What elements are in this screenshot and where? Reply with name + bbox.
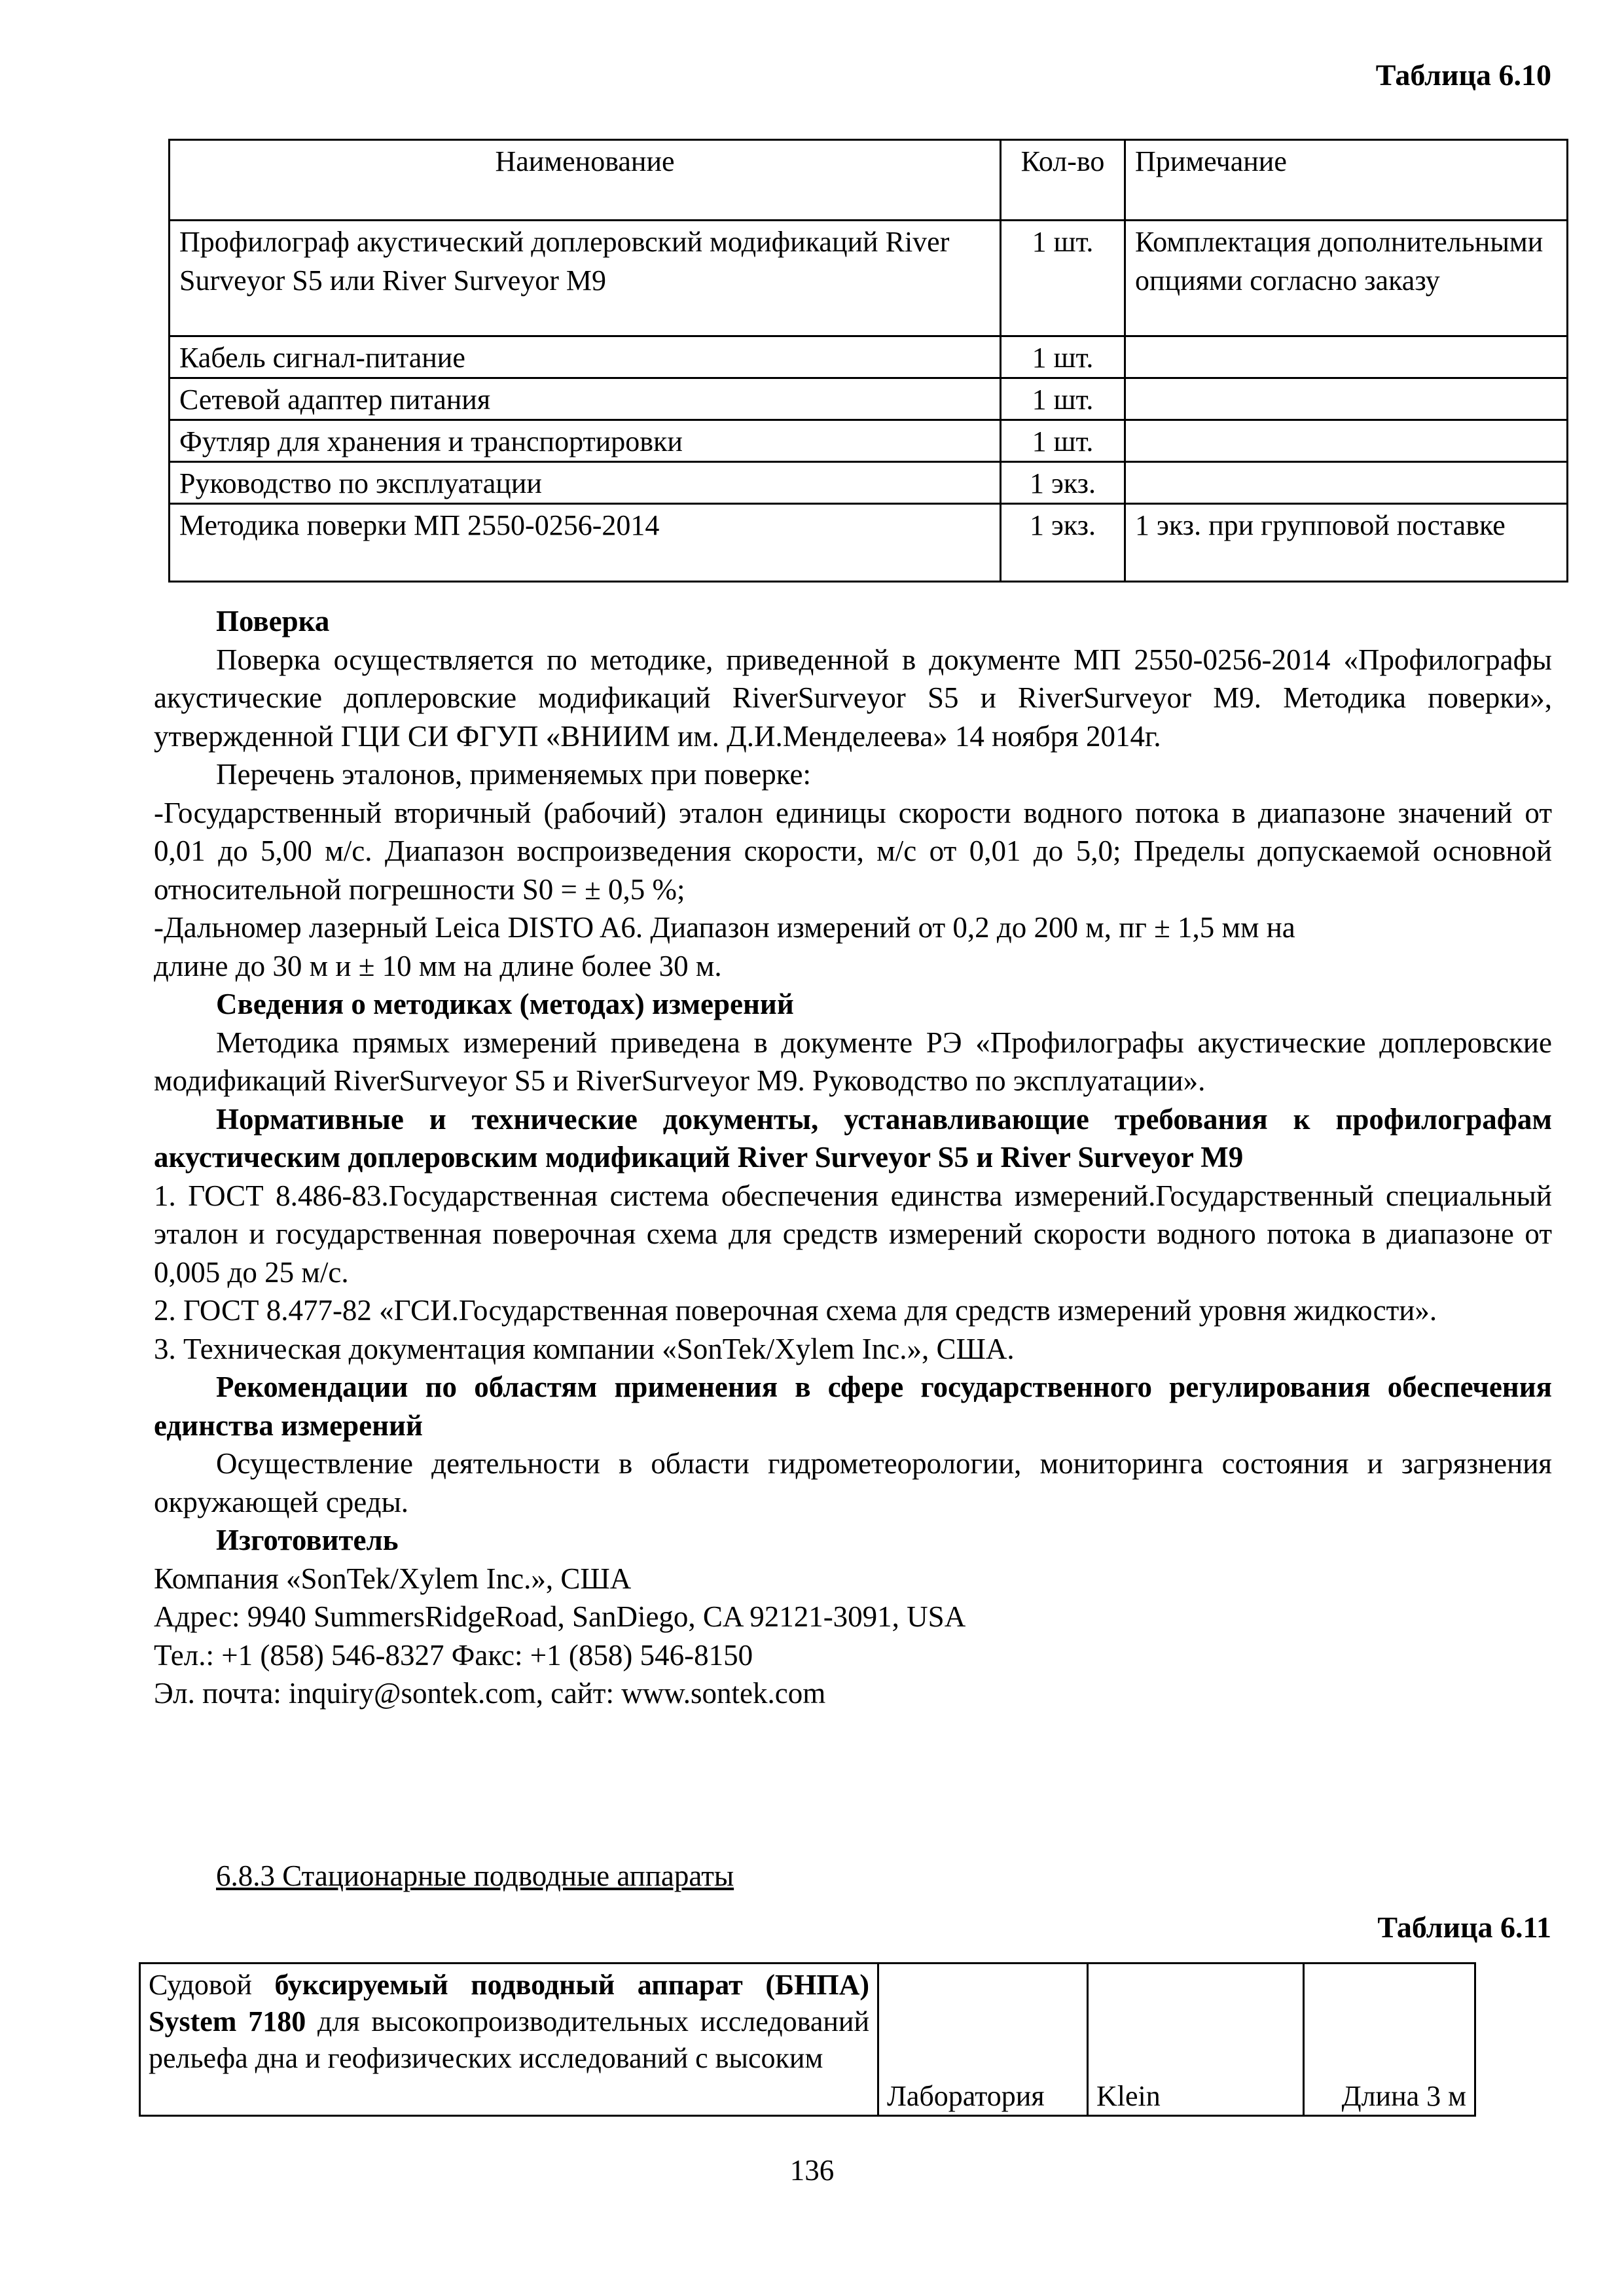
cell-name: Методика поверки МП 2550-0256-2014 [170,504,1001,582]
table-row [140,1964,1475,2116]
table-row [170,378,1568,420]
header-note: Примечание [1125,140,1568,221]
description-text-end: для высокопроизводительных исследований рельефа дна и геофизических исследований с высоким [149,2005,869,2074]
table-row [170,504,1568,582]
table-header-row [170,140,1568,221]
document-body [154,602,1552,1713]
manufacturer-phone: Тел.: +1 (858) 546-8327 Факс: +1 (858) 546-8150 [154,1638,753,1672]
cell-note [1125,378,1568,420]
verification-text: Поверка осуществляется по методике, приведенной в документе МП 2550-0256-2014 «Профилографы акустические доплеровские модификаций RiverSurveyor S5 и RiverSurveyor M9. Методика поверки», утвержденной ГЦИ СИ ФГУП «ВНИИМ им. Д.И.Менделеева» 14 ноября 2014г. [154,643,1552,753]
underwater-vehicles-table [139,1962,1476,2117]
cell-type: Лаборатория [878,1964,1088,2116]
cell-quantity: 1 экз. [1001,462,1125,504]
header-name: Наименование [170,140,1001,221]
cell-note [1125,420,1568,462]
cell-note [1125,336,1568,378]
table-row [170,420,1568,462]
standard-item-2 [154,908,1552,985]
standards-intro: Перечень эталонов, применяемых при поверке: [216,758,811,791]
normative-item-2: 2. ГОСТ 8.477-82 «ГСИ.Государственная поверочная схема для средств измерений уровня жидкости». [154,1294,1437,1327]
cell-note [1125,462,1568,504]
manufacturer-company: Компания «SonTek/Xylem Inc.», США [154,1562,632,1595]
cell-manufacturer: Klein [1088,1964,1304,2116]
cell-name: Профилограф акустический доплеровский модификаций River Surveyor S5 или River Surveyor M9 [170,221,1001,336]
methods-text: Методика прямых измерений приведена в документе РЭ «Профилографы акустические доплеровские модификаций RiverSurveyor S5 и RiverSurveyor M9. Руководство по эксплуатации». [154,1026,1552,1097]
cell-note: Комплектация дополнительными опциями согласно заказу [1125,221,1568,336]
normative-item-1: 1. ГОСТ 8.486-83.Государственная система обеспечения единства измерений.Государственный специальный эталон и государственная поверочная схема для средств измерений скорости водного потока в диапазоне от 0,005 до 25 м/с. [154,1179,1552,1289]
table-row [170,336,1568,378]
recommendations-heading: Рекомендации по областям применения в сфере государственного регулирования обеспечения единства измерений [154,1371,1552,1442]
manufacturer-heading: Изготовитель [216,1524,399,1556]
normative-item-3: 3. Техническая документация компании «SonTek/Xylem Inc.», США. [154,1332,1015,1365]
cell-name: Футляр для хранения и транспортировки [170,420,1001,462]
manufacturer-address: Адрес: 9940 SummersRidgeRoad, SanDiego, CA 92121-3091, USA [154,1600,966,1633]
cell-name: Сетевой адаптер питания [170,378,1001,420]
normative-heading: Нормативные и технические документы, устанавливающие требования к профилографам акустическим доплеровским модификаций River Surveyor S5 и River Surveyor M9 [154,1102,1552,1174]
table-row [170,462,1568,504]
table-6-11-caption: Таблица 6.11 [1377,1910,1551,1944]
cell-dimensions: Длина 3 м [1304,1964,1475,2116]
cell-name: Руководство по эксплуатации [170,462,1001,504]
cell-name: Кабель сигнал-питание [170,336,1001,378]
cell-quantity: 1 шт. [1001,420,1125,462]
recommendations-text: Осуществление деятельности в области гидрометеорологии, мониторинга состояния и загрязнения окружающей среды. [154,1447,1552,1518]
table-6-10-caption: Таблица 6.10 [1375,58,1551,92]
section-heading-link[interactable]: 6.8.3 Стационарные подводные аппараты [216,1859,734,1892]
verification-heading: Поверка [216,605,330,637]
standard-item-1: -Государственный вторичный (рабочий) эталон единицы скорости водного потока в диапазоне значений от 0,01 до 5,00 м/с. Диапазон воспроизведения скорости, м/с от 0,01 до 5,0; Пределы допускаемой основной относительной погрешности S0 = ± 0,5 %; [154,796,1552,906]
cell-description [140,1964,878,2116]
header-quantity: Кол-во [1001,140,1125,221]
methods-heading: Сведения о методиках (методах) измерений [216,988,794,1020]
cell-quantity: 1 шт. [1001,336,1125,378]
cell-quantity: 1 шт. [1001,378,1125,420]
cell-note: 1 экз. при групповой поставке [1125,504,1568,582]
description-text-bold: буксируемый подводный аппарат (БНПА) System 7180 [149,1969,869,2037]
cell-quantity: 1 шт. [1001,221,1125,336]
standard-item-2-line-1: -Дальномер лазерный Leica DISTO A6. Диапазон измерений от 0,2 до 200 м, пг ± 1,5 мм на [154,911,1295,944]
page-number: 136 [789,2154,835,2187]
manufacturer-email: Эл. почта: inquiry@sontek.com, сайт: www.sontek.com [154,1677,826,1710]
equipment-table [168,139,1568,583]
description-text-start: Судовой [149,1969,275,2001]
standard-item-2-line-2: длине до 30 м и ± 10 мм на длине более 30 м. [154,949,722,982]
cell-quantity: 1 экз. [1001,504,1125,582]
table-row [170,221,1568,336]
